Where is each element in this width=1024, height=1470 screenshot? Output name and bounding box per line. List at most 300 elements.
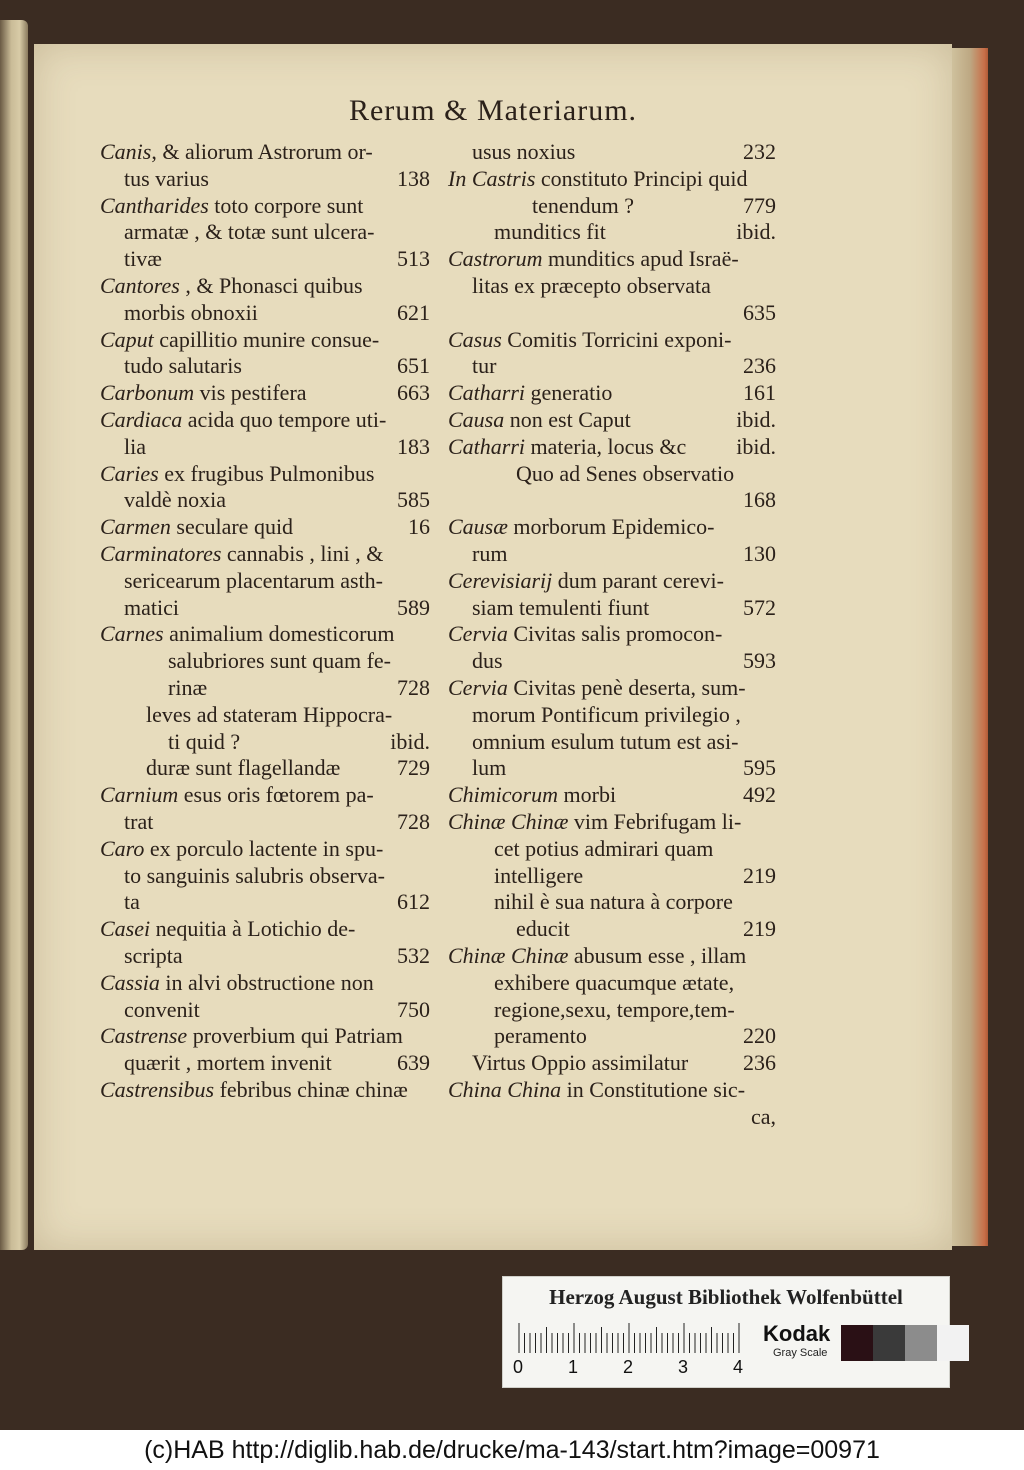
entry-text [448,273,711,300]
index-entry [100,729,430,756]
entry-text [100,273,363,300]
entry-text [448,836,713,863]
page-reference: 161 [743,380,776,406]
entry-description: morborum Epidemico- [507,514,715,540]
page-reference: 593 [743,648,776,674]
page-reference: 492 [743,782,776,808]
page-reference: ibid. [736,433,776,459]
page-reference: 130 [743,540,776,566]
entry-keyword: Chimicorum [448,782,558,808]
kodak-logo: Kodak [763,1321,831,1346]
entry-description: generatio [525,380,613,406]
entry-description: leves ad stateram Hippocra- [146,701,393,727]
entry-text [100,729,240,756]
entry-keyword: Cantharides [100,192,209,218]
gray-swatch [841,1325,873,1361]
index-entry [100,970,430,997]
index-entry [100,916,430,943]
index-entry [448,1104,776,1131]
entry-description: acida quo tempore uti- [182,406,387,432]
index-entry [448,273,776,300]
page-reference: 728 [397,808,430,834]
entry-text [100,541,383,568]
entry-text [448,997,735,1024]
page-reference: 663 [397,380,430,406]
index-entry [448,648,776,675]
entry-description: , & aliorum Astrorum or- [151,139,373,164]
entry-description: ta [124,889,140,915]
entry-text [100,997,200,1024]
entry-text [448,380,612,407]
index-entry [100,166,430,193]
entry-description: dum parant cerevi- [552,567,724,593]
entry-keyword: Caput [100,326,154,352]
entry-description: tivæ [124,246,162,272]
entry-keyword: Catharri [448,433,526,459]
entry-keyword: Canis [100,139,152,164]
page-reference: 589 [397,594,430,620]
page-reference: 612 [397,889,430,915]
page-reference: 750 [397,996,430,1022]
entry-text [448,1077,745,1104]
entry-description: Virtus Oppio assimilatur [472,1050,689,1076]
page-heading: Rerum & Materiarum. [348,94,638,127]
entry-description: to sanguinis salubris observa- [124,862,385,888]
entry-description: cannabis , lini , & [221,540,384,566]
page-reference: 219 [743,916,776,942]
entry-description: salubriores sunt quam fe- [168,648,391,674]
entry-text [100,836,383,863]
index-entry [100,353,430,380]
entry-description: munditics fit [494,219,606,245]
index-entry [100,1023,430,1050]
gray-swatch [937,1325,969,1361]
index-entry [448,327,776,354]
page-reference: 532 [397,942,430,968]
index-entry [448,675,776,702]
entry-keyword: Caro [100,835,145,861]
entry-text [448,809,741,836]
entry-description: quærit , mortem invenit [124,1050,332,1076]
index-entry [100,434,430,461]
index-entry [100,1077,430,1104]
index-entry [448,246,776,273]
index-entry [100,300,430,327]
page-reference: 639 [397,1050,430,1076]
entry-text [448,461,734,488]
index-entry [100,407,430,434]
index-column-left [100,139,430,1104]
entry-text [100,648,391,675]
index-entry [100,246,430,273]
index-entry [448,353,776,380]
entry-text [448,514,714,541]
entry-keyword: Caries [100,460,159,486]
index-entry [100,809,430,836]
entry-description: litas ex præcepto observata [472,272,711,298]
entry-description: regione,sexu, tempore,tem- [494,996,735,1022]
entry-text [100,621,395,648]
ruler-number: 1 [568,1357,579,1377]
entry-description: seculare quid [170,514,294,540]
index-entry [448,836,776,863]
page-reference: 219 [743,862,776,888]
entry-description: nequitia à Lotichio de- [150,916,356,942]
index-entry [100,139,430,166]
index-entry [448,219,776,246]
entry-keyword: Cardiaca [100,406,183,432]
entry-description: ti quid ? [168,728,241,754]
page-reference: 138 [397,165,430,191]
entry-description: omnium esulum tutum est asi- [472,728,739,754]
entry-description: esus oris fœtorem pa- [178,782,374,808]
entry-text [448,139,575,166]
page-reference: 651 [397,353,430,379]
ruler-number: 3 [678,1357,689,1377]
entry-text [448,675,746,702]
entry-keyword: Casus [448,326,502,352]
index-entry [448,916,776,943]
page-reference: 236 [743,353,776,379]
index-entry [448,997,776,1024]
entry-description: siam temulenti fiunt [472,594,650,620]
page-reference: 183 [397,433,430,459]
page-reference: 168 [743,487,776,513]
entry-text [448,863,583,890]
index-entry [100,193,430,220]
index-entry [100,273,430,300]
entry-text [448,1050,688,1077]
index-entry [100,487,430,514]
entry-description: dus [472,648,503,674]
entry-text [448,702,741,729]
entry-text [100,139,373,166]
entry-description: abusum esse , illam [568,942,747,968]
entry-text [448,166,747,193]
entry-keyword: Carnes [100,621,164,647]
entry-keyword: In Castris [448,165,536,191]
entry-text [100,1023,403,1050]
index-entry [100,836,430,863]
entry-description: non est Caput [504,406,631,432]
index-entry [448,595,776,622]
entry-text [100,219,375,246]
entry-text [100,863,385,890]
index-entry [100,675,430,702]
entry-description: constituto Principi quid [535,165,748,191]
entry-description: febribus chinæ chinæ [214,1076,408,1102]
entry-text [100,461,374,488]
entry-text [448,943,746,970]
entry-keyword: Causa [448,406,505,432]
entry-keyword: Carminatores [100,540,222,566]
entry-description: in Constitutione sic- [561,1076,746,1102]
index-entry [448,166,776,193]
page-reference: ibid. [390,728,430,754]
entry-text [448,595,649,622]
entry-keyword: Chinæ Chinæ [448,808,569,834]
entry-description: exhibere quacumque ætate, [494,969,735,995]
index-entry [100,997,430,1024]
entry-text [100,407,386,434]
index-entry [100,621,430,648]
index-entry [100,889,430,916]
copyright-footer: (c)HAB http://diglib.hab.de/drucke/ma-143/start.htm?image=00971 [0,1430,1024,1470]
entry-text [100,755,340,782]
entry-description: morum Pontificum privilegio , [472,701,741,727]
entry-text [100,166,209,193]
entry-keyword: Carbonum [100,380,195,406]
entry-description: tenendum ? [532,192,635,218]
entry-text [100,514,293,541]
entry-text [448,327,731,354]
index-entry [448,568,776,595]
entry-text [448,782,616,809]
index-entry [100,219,430,246]
page-reference: 513 [397,246,430,272]
entry-keyword: Catharri [448,380,526,406]
index-entry [100,461,430,488]
page-reference: 585 [397,487,430,513]
entry-description: scripta [124,942,183,968]
entry-keyword: Carnium [100,782,179,808]
entry-description: , & Phonasci quibus [179,272,363,298]
index-entry [100,755,430,782]
entry-description: cet potius admirari quam [494,835,714,861]
entry-text [448,568,724,595]
entry-description: materia, locus &c [525,433,687,459]
page-reference: 728 [397,674,430,700]
entry-description: armatæ , & totæ sunt ulcera- [124,219,375,245]
entry-text [448,916,570,943]
entry-description: munditics apud Israë- [542,246,739,272]
entry-description: rinæ [168,674,208,700]
entry-description: animalium domesticorum [163,621,395,647]
library-label [502,1276,950,1388]
index-entry [448,970,776,997]
ruler-number: 4 [733,1357,744,1377]
index-entry [448,380,776,407]
entry-text [100,702,392,729]
index-entry [448,621,776,648]
index-entry [100,541,430,568]
entry-text [100,782,374,809]
entry-description: peramento [494,1023,587,1049]
entry-text [448,755,506,782]
entry-description: convenit [124,996,200,1022]
entry-description: vim Febrifugam li- [568,808,742,834]
entry-description: nihil è sua natura à corpore [494,889,733,915]
entry-keyword: Casei [100,916,151,942]
scale-ruler [517,1323,745,1353]
entry-description: lia [124,433,146,459]
entry-text [100,193,363,220]
entry-description: duræ sunt flagellandæ [146,755,341,781]
page-reference: 729 [397,755,430,781]
entry-description: valdè noxia [124,487,227,513]
entry-description: toto corpore sunt [208,192,364,218]
index-entry [448,729,776,756]
entry-keyword: Castrense [100,1023,188,1049]
index-entry [100,1050,430,1077]
index-entry [448,514,776,541]
entry-text [448,407,631,434]
index-entry [448,943,776,970]
entry-text [448,219,606,246]
entry-text [100,380,307,407]
entry-text [448,970,734,997]
entry-text [100,246,162,273]
index-entry [100,595,430,622]
entry-text [448,729,738,756]
index-entry [448,755,776,782]
library-name: Herzog August Bibliothek Wolfenbüttel [549,1285,903,1309]
entry-text [100,1050,332,1077]
entry-text [448,1023,587,1050]
index-entry [100,327,430,354]
page-reference: ibid. [736,219,776,245]
entry-keyword: Causæ [448,514,508,540]
entry-text [448,541,507,568]
entry-description: Civitas salis promocon- [507,621,723,647]
entry-text [100,916,355,943]
page-reference: 16 [408,514,430,540]
entry-description: ex porculo lactente in spu- [144,835,384,861]
index-entry [448,1023,776,1050]
index-entry [448,702,776,729]
entry-description: in alvi obstructione non [159,969,374,995]
entry-keyword: Cantores [100,272,180,298]
index-entry [100,380,430,407]
page-reference: 232 [743,139,776,164]
entry-description: Quo ad Senes observatio [516,460,735,486]
entry-description: sericearum placentarum asth- [124,567,383,593]
index-entry [100,702,430,729]
index-entry [448,300,776,327]
index-entry [448,809,776,836]
entry-description: proverbium qui Patriam [187,1023,403,1049]
index-entry [448,434,776,461]
entry-description: intelligere [494,862,584,888]
page-reference: ca, [750,1103,776,1129]
index-entry [100,514,430,541]
entry-text [100,568,383,595]
entry-text [448,353,496,380]
entry-description: lum [472,755,507,781]
entry-description: usus noxius [472,139,576,164]
entry-description: Comitis Torricini exponi- [501,326,732,352]
entry-text [100,595,179,622]
entry-keyword: Castrorum [448,246,543,272]
index-entry [448,487,776,514]
entry-keyword: Cervia [448,674,508,700]
entry-description: educit [516,916,570,942]
index-entry [448,889,776,916]
entry-text [100,487,226,514]
entry-keyword: Castrensibus [100,1076,215,1102]
entry-description: tur [472,353,497,379]
entry-description: Civitas penè deserta, sum- [507,674,746,700]
index-entry [448,863,776,890]
entry-description: matici [124,594,179,620]
index-entry [448,1077,776,1104]
page-reference: 779 [743,192,776,218]
index-entry [448,1050,776,1077]
entry-text [100,434,146,461]
entry-text [100,970,374,997]
entry-text [100,675,207,702]
entry-description: ex frugibus Pulmonibus [158,460,375,486]
entry-keyword: Chinæ Chinæ [448,942,569,968]
page-reference: 572 [743,594,776,620]
entry-text [448,648,503,675]
index-entry [100,863,430,890]
entry-description: rum [472,540,508,566]
index-entry [100,648,430,675]
entry-description: morbis obnoxii [124,299,258,325]
page-fore-edge [952,48,988,1246]
entry-keyword: Cerevisiarij [448,567,553,593]
entry-text [448,621,722,648]
page-reference: 220 [743,1023,776,1049]
entry-text [100,327,379,354]
gray-swatch [905,1325,937,1361]
entry-text [100,943,183,970]
entry-text [100,353,242,380]
index-entry [100,782,430,809]
entry-text [100,889,140,916]
entry-keyword: Cervia [448,621,508,647]
index-entry [448,461,776,488]
entry-text [448,193,634,220]
index-entry [448,782,776,809]
entry-keyword: Carmen [100,514,171,540]
scanned-page [34,44,952,1250]
gray-swatch [873,1325,905,1361]
index-entry [448,139,776,166]
index-entry [448,541,776,568]
entry-text [448,246,739,273]
page-reference: 236 [743,1050,776,1076]
gray-scale-caption: Gray Scale [773,1347,828,1359]
entry-description: capillitio munire consue- [153,326,380,352]
entry-text [448,434,686,461]
page-reference: 621 [397,299,430,325]
entry-text [448,889,733,916]
entry-text [100,300,258,327]
entry-keyword: China China [448,1076,562,1102]
entry-text [100,1077,408,1104]
entry-keyword: Cassia [100,969,160,995]
entry-description: trat [124,808,154,834]
entry-description: tus varius [124,165,209,191]
entry-description: morbi [558,782,617,808]
index-column-right [448,139,776,1130]
entry-description: tudo salutaris [124,353,242,379]
page-reference: 595 [743,755,776,781]
ruler-number: 0 [513,1357,524,1377]
page-reference: ibid. [736,406,776,432]
entry-description: vis pestifera [194,380,307,406]
index-entry [448,407,776,434]
index-entry [448,193,776,220]
entry-text [100,809,153,836]
index-entry [100,943,430,970]
facing-page-edge [0,20,28,1250]
page-reference: 635 [743,299,776,325]
index-entry [100,568,430,595]
ruler-number: 2 [623,1357,634,1377]
